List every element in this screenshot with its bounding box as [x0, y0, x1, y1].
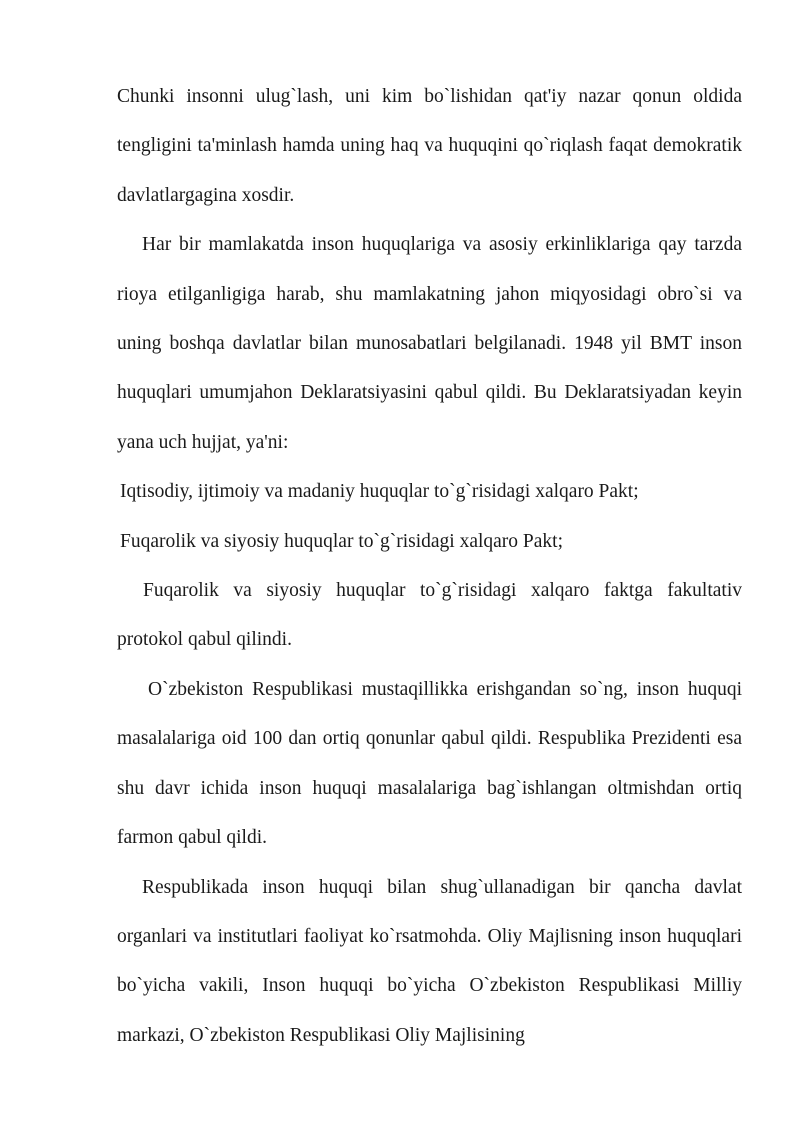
paragraph-3: Fuqarolik va siyosiy huquqlar to`g`risidagi xalqaro faktga fakultativ protokol qabul qilindi. — [117, 580, 742, 651]
paragraph-4: O`zbekiston Respublikasi mustaqillikka erishgandan so`ng, inson huquqi masalalariga oid 100 dan ortiq qonunlar qabul qildi. Respublika Prezidenti esa shu davr ichida inson huquqi masalalariga bag`ishlangan oltmishdan ortiq farmon qabul qildi. — [117, 678, 742, 849]
paragraph-5: Respublikada inson huquqi bilan shug`ullanadigan bir qancha davlat organlari va institutlari faoliyat ko`rsatmohda. Oliy Majlisning inson huquqlari bo`yicha vakili, Inson huquqi bo`yicha O`zbekiston Respublikasi Milliy markazi, O`zbekiston Respublikasi Oliy Majlisining — [117, 876, 742, 1046]
paragraph-1: Chunki insonni ulug`lash, uni kim bo`lishidan qat'iy nazar qonun oldida tengligini ta'minlash hamda uning haq va huquqini qo`riqlash faqat demokratik davlatlargagina xosdir. — [117, 86, 742, 206]
document-body — [117, 72, 742, 1060]
list-item-2: Fuqarolik va siyosiy huquqlar to`g`risidagi xalqaro Pakt; — [120, 530, 564, 552]
list-item-1: Iqtisodiy, ijtimoiy va madaniy huquqlar to`g`risidagi xalqaro Pakt; — [120, 481, 639, 503]
paragraph-2: Har bir mamlakatda inson huquqlariga va asosiy erkinliklariga qay tarzda rioya etilganligiga harab, shu mamlakatning jahon miqyosidagi obro`si va uning boshqa davlatlar bilan munosabatlari belgilanadi. 1948 yil BMT inson huquqlari umumjahon Deklaratsiyasini qabul qildi. Bu Deklaratsiyadan keyin yana uch hujjat, ya'ni: — [117, 234, 742, 453]
